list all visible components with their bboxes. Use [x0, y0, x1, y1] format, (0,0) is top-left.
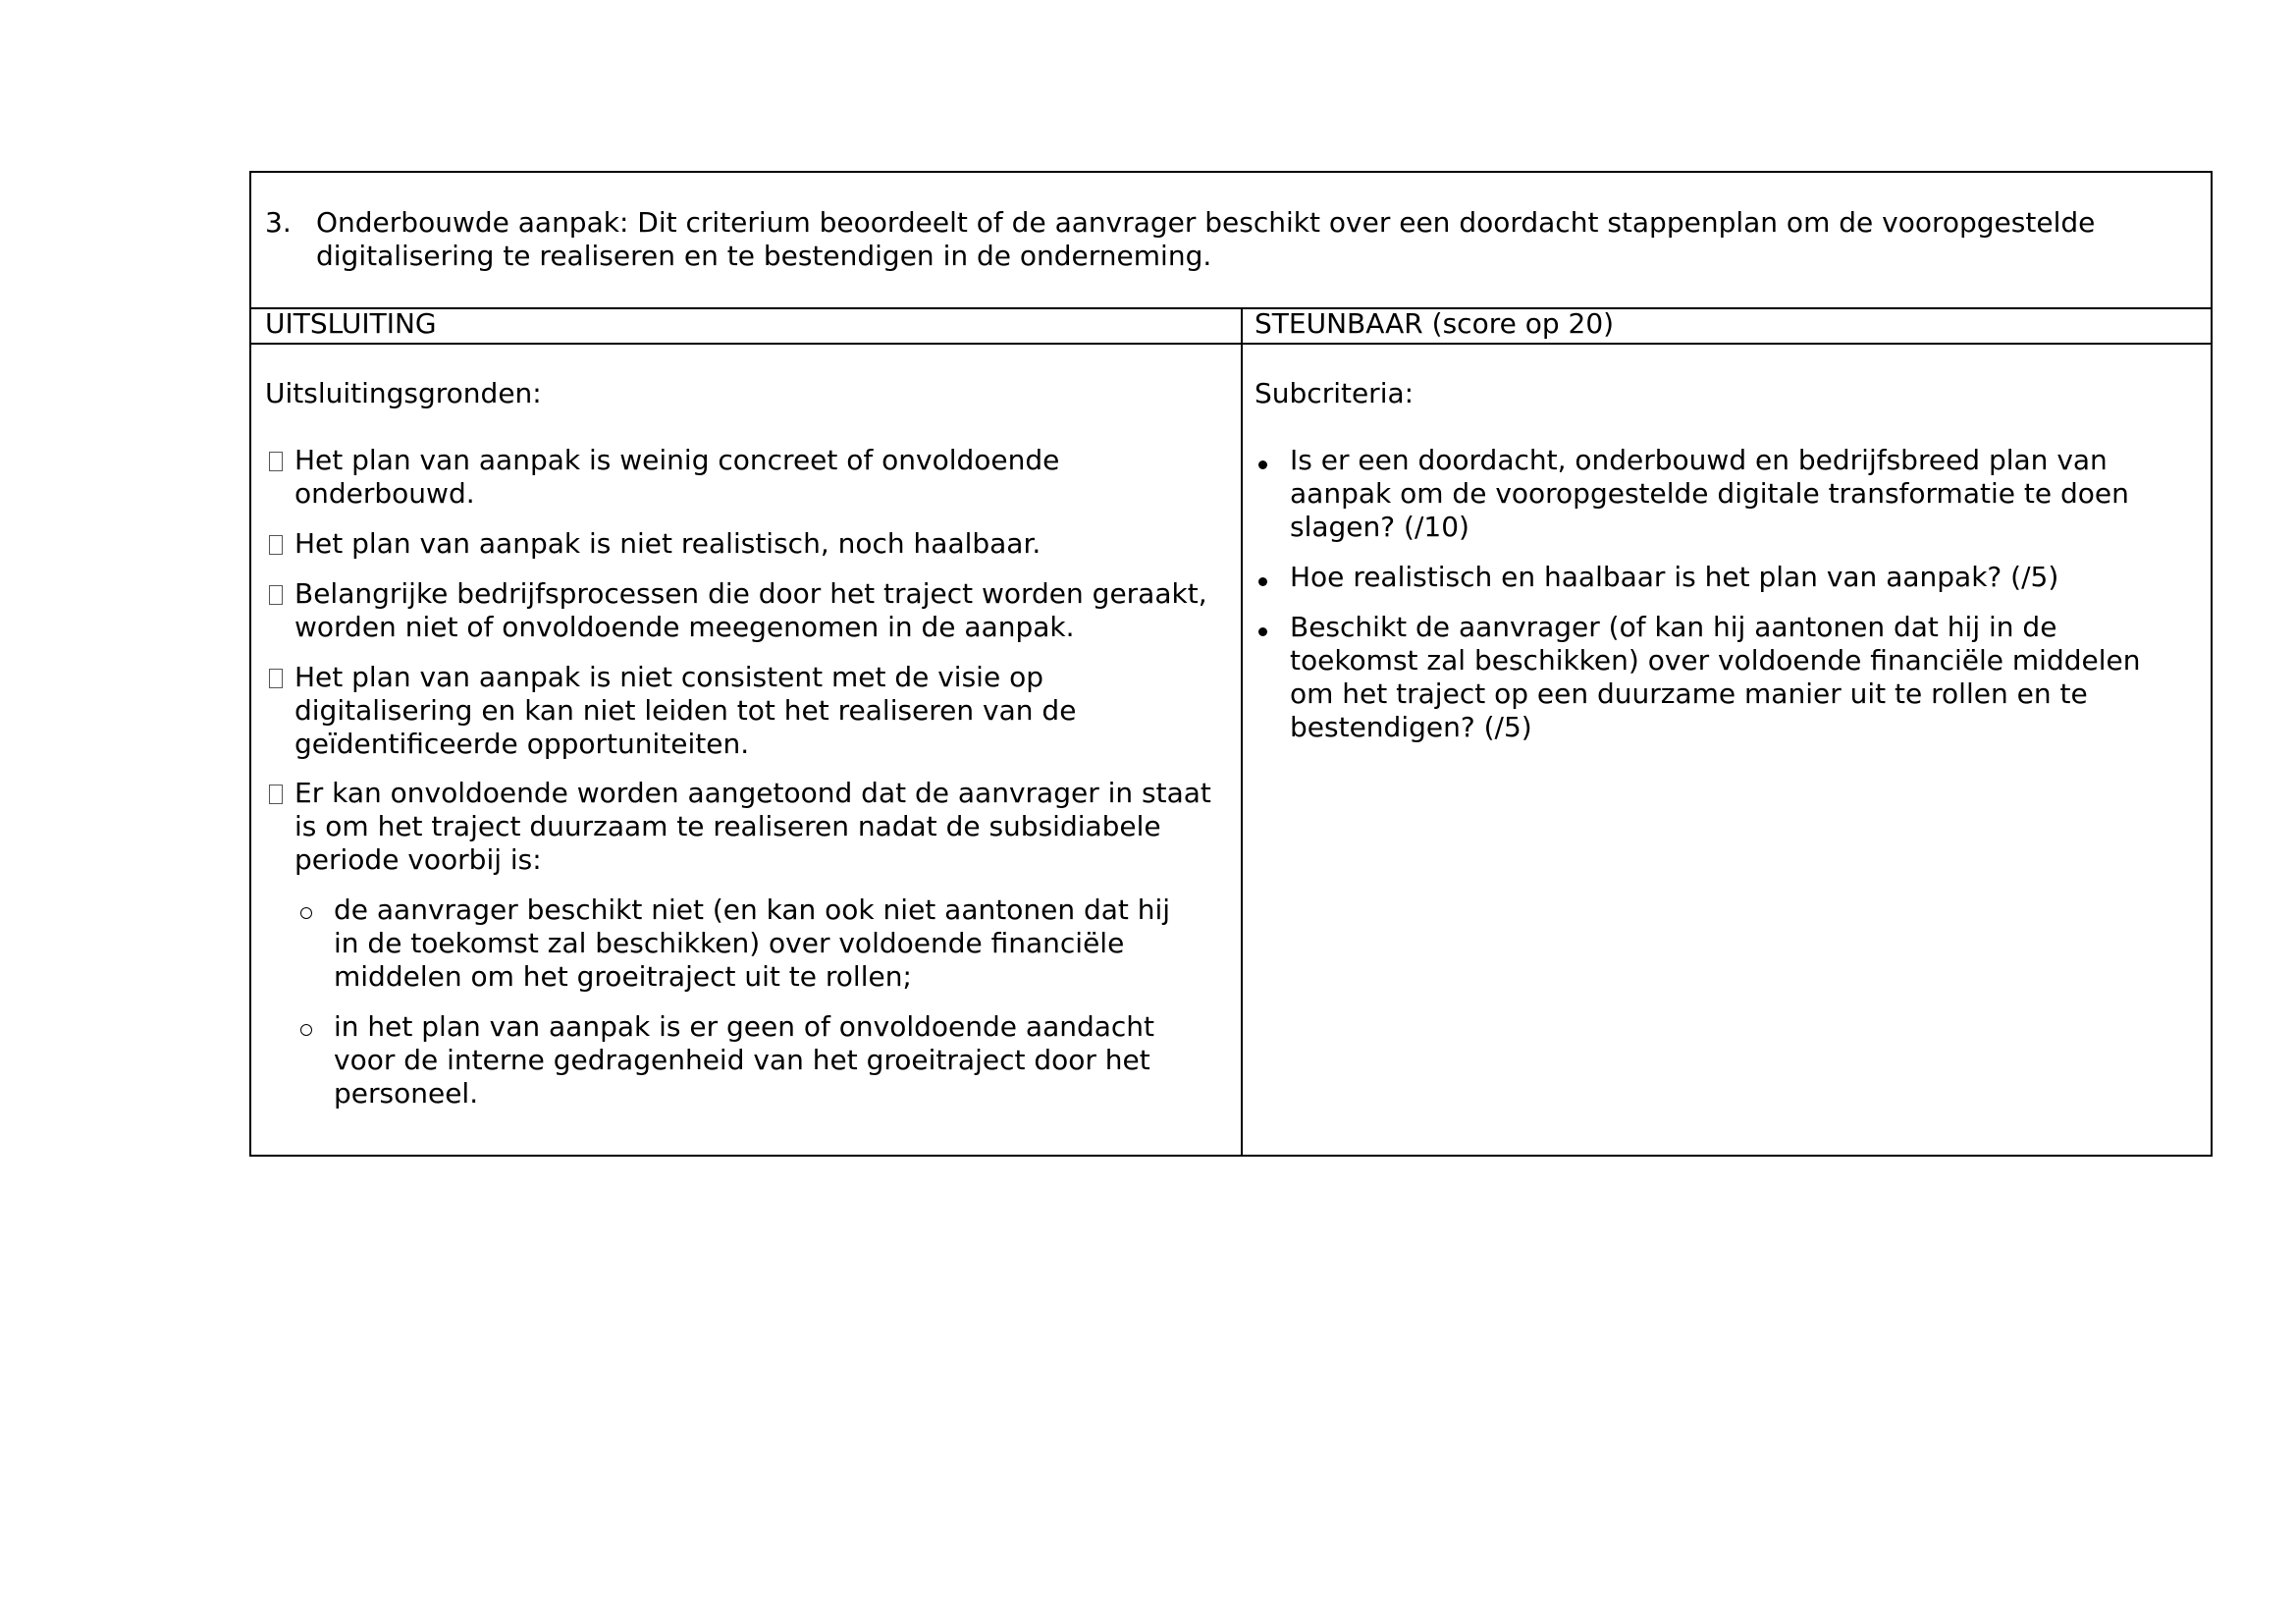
criterion-description: Onderbouwde aanpak: Dit criterium beoordeelt of de aanvrager beschikt over een doordacht stappenplan om de vooropgestelde digitalisering te realiseren en te bestendigen in de onderneming.	[316, 206, 2096, 272]
checkbox-icon	[269, 527, 283, 563]
bullet-icon	[1258, 444, 1267, 477]
criterion-title-row	[251, 173, 2211, 309]
criteria-table: 3. Onderbouwde aanpak: Dit criterium beoordeelt of de aanvrager beschikt over een doordacht stappenplan om de vooropgestelde digitalisering te realiseren en te bestendigen in de onderneming. UITSLUITING STEUNBAAR (score op 20) Uitsluitingsgronden: Het plan van aanpak is weinig concreet of onvoldoende onderbouwd. Het plan van aanpak is niet realistisch, noch haalbaar. Belangrijke bedrijfsprocessen die door het traject worden geraakt, worden niet of onvoldoende meegenomen in de aanpak. Het plan van aanpak is niet consistent met de visie op digitalisering en kan niet leiden tot het realiseren van de geïdentificeerde opportuniteiten. Er kan onvoldoende worden aangetoond dat de aanvrager in staat is om het traject duurzaam te realiseren nadat de subsidiabele periode voorbij is: de aanvrager beschikt niet (en kan ook niet aantonen dat hij in de toekomst zal beschikken) over voldoende financiële middelen om het groeitraject uit te rollen; in het plan van aanpak is er geen of onvoldoende aandacht voor de interne gedragenheid van het groeitraject door het personeel. Subcriteria: Is er een doordacht, onderbouwd en bedrijfsbreed plan van aanpak om de vooropgestelde digitale transformatie te doen slagen? (/10) Hoe realistisch en haalbaar is het plan van aanpak? (/5) Beschikt de aanvrager (of kan hij aantonen dat hij in de toekomst zal beschikken) over voldoende financiële middelen om het traject op een duurzame manier uit te rollen en te bestendigen? (/5)	[249, 171, 2213, 1157]
checkbox-icon	[269, 444, 283, 479]
bullet-icon	[1258, 611, 1267, 644]
criterion-number: 3.	[265, 206, 292, 239]
exclusion-subheading: Uitsluitingsgronden:	[265, 377, 542, 409]
header-uitsluiting: UITSLUITING	[265, 307, 437, 340]
checkbox-icon	[269, 661, 283, 696]
circle-bullet-icon	[300, 893, 312, 927]
bullet-icon	[1258, 561, 1267, 594]
checkbox-icon	[269, 577, 283, 613]
circle-bullet-icon	[300, 1010, 312, 1044]
subcriteria-subheading: Subcriteria:	[1255, 377, 1415, 409]
column-header-row	[251, 307, 2211, 345]
checkbox-icon	[269, 777, 283, 812]
header-steunbaar: STEUNBAAR (score op 20)	[1255, 307, 1615, 340]
